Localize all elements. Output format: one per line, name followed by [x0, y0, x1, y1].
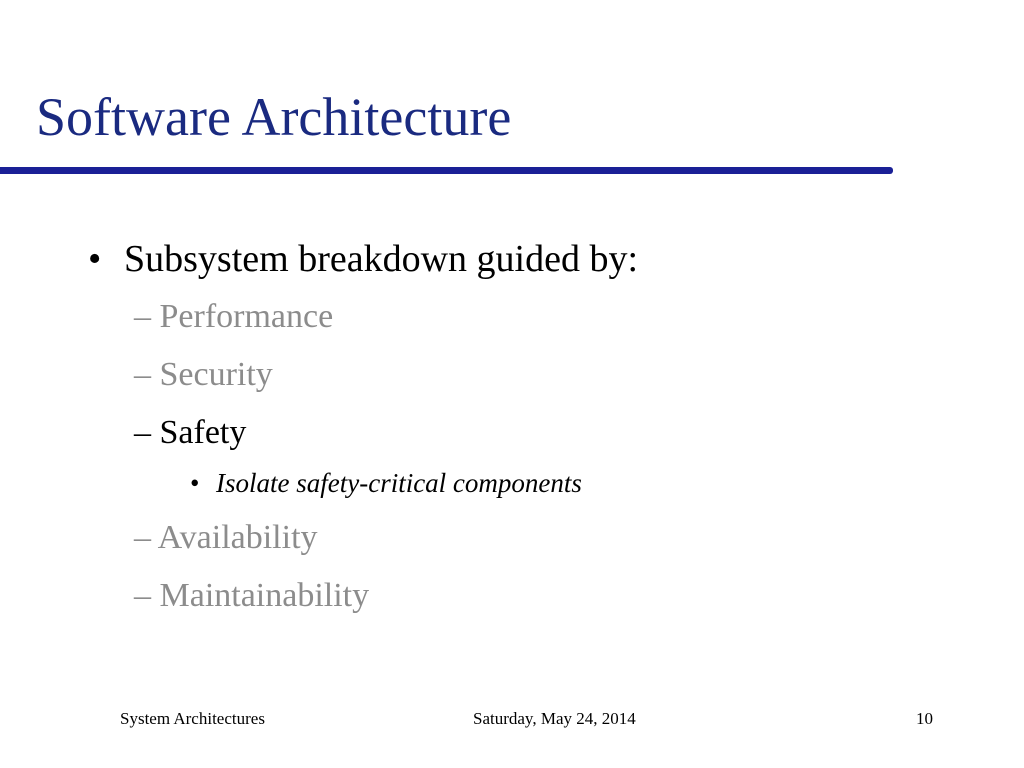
bullet-marker: •: [88, 238, 102, 280]
sub-bullet-maintainability: [134, 579, 369, 613]
title-underline: [0, 167, 893, 174]
dash-marker: –: [134, 356, 151, 393]
sub-sub-bullet-isolate: [190, 470, 582, 497]
sub-bullet-security: [134, 358, 273, 392]
bullet-item: [88, 240, 638, 278]
dash-marker: –: [134, 414, 151, 451]
sub-bullet-text: Performance: [159, 298, 334, 335]
footer-date: Saturday, May 24, 2014: [473, 709, 636, 728]
dash-marker: –: [134, 298, 151, 335]
sub-bullet-performance: [134, 300, 333, 334]
bullet-text: Subsystem breakdown guided by:: [124, 238, 639, 280]
slide-title: Software Architecture: [36, 87, 512, 147]
page-number: 10: [916, 709, 933, 728]
sub-bullet-text: Availability: [157, 519, 318, 556]
sub-bullet-text: Security: [159, 356, 273, 393]
footer-title: System Architectures: [120, 709, 265, 728]
sub-sub-bullet-text: Isolate safety-critical components: [216, 468, 582, 498]
bullet-marker: •: [190, 468, 200, 498]
sub-bullet-text: Maintainability: [159, 577, 370, 614]
sub-bullet-text: Safety: [159, 414, 247, 451]
sub-bullet-safety: [134, 416, 246, 450]
dash-marker: –: [134, 519, 151, 556]
dash-marker: –: [134, 577, 151, 614]
sub-bullet-availability: [134, 521, 318, 555]
